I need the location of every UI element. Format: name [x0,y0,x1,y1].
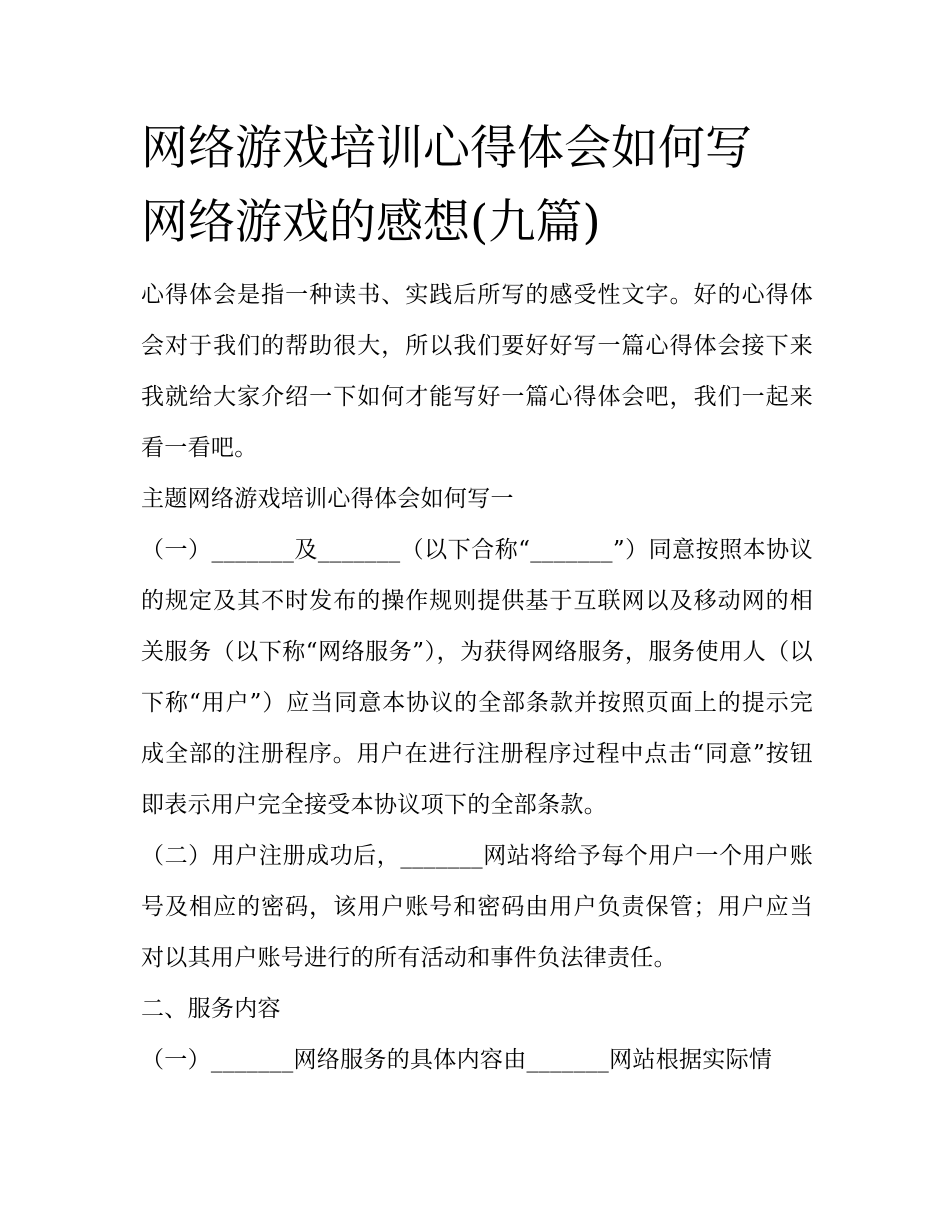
clause-paragraph: （一）_______网络服务的具体内容由_______网站根据实际情 [141,1047,773,1073]
document-body [141,270,813,1086]
intro-paragraph: 心得体会是指一种读书、实践后所写的感受性文字。好的心得体会对于我们的帮助很大，所以我们要好好写一篇心得体会接下来我就给大家介绍一下如何才能写好一篇心得体会吧，我们一起来看一看吧。 [141,282,813,461]
title-line-2: 网络游戏的感想(九篇) [141,195,601,250]
clause-paragraph: （二）用户注册成功后，_______网站将给予每个用户一个用户账号及相应的密码，该用户账号和密码由用户负责保管；用户应当对以其用户账号进行的所有活动和事件负法律责任。 [141,843,813,971]
clause-paragraph: （一）_______及_______（以下合称“_______”）同意按照本协议的规定及其不时发布的操作规则提供基于互联网以及移动网的相关服务（以下称“网络服务”），为获得网络服务，服务使用人（以下称“用户”）应当同意本协议的全部条款并按照页面上的提示完成全部的注册程序。用户在进行注册程序过程中点击“同意”按钮即表示用户完全接受本协议项下的全部条款。 [141,537,813,818]
section-heading: 二、服务内容 [141,996,281,1022]
title-line-1: 网络游戏培训心得体会如何写 [141,121,752,176]
document-page [141,112,813,1086]
section-heading: 主题网络游戏培训心得体会如何写一 [141,486,514,512]
document-title [141,112,813,260]
